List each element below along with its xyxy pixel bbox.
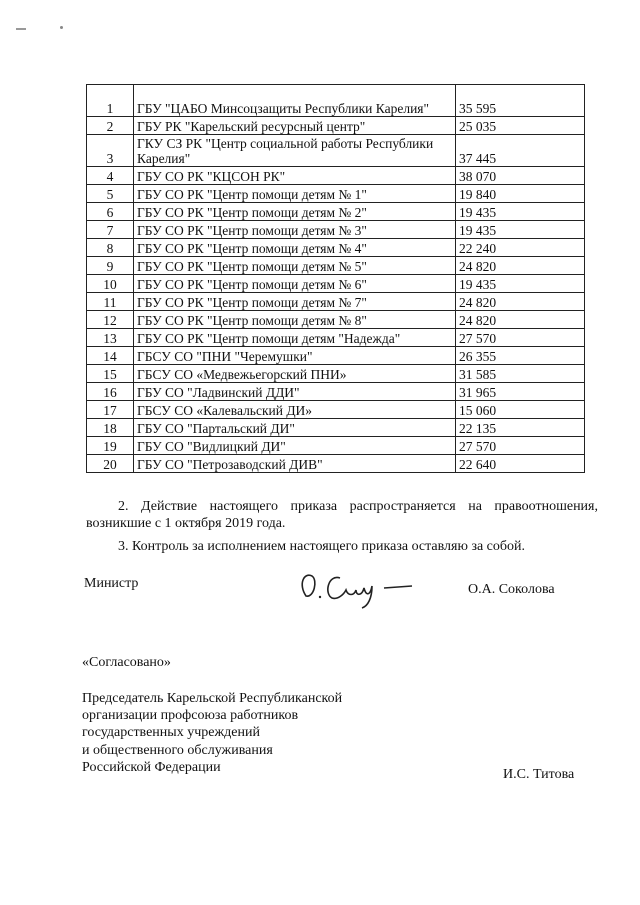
table-row bbox=[87, 135, 585, 167]
row-number: 17 bbox=[87, 401, 134, 419]
org-name: ГБУ СО РК "Центр помощи детям № 3" bbox=[134, 221, 456, 239]
table-row bbox=[87, 185, 585, 203]
row-number: 19 bbox=[87, 437, 134, 455]
org-name: ГБУ СО "Петрозаводский ДИВ" bbox=[134, 455, 456, 473]
row-number: 4 bbox=[87, 167, 134, 185]
row-number: 5 bbox=[87, 185, 134, 203]
org-name: ГБУ СО РК "КЦСОН РК" bbox=[134, 167, 456, 185]
amount-value: 25 035 bbox=[456, 117, 585, 135]
row-number: 1 bbox=[87, 85, 134, 117]
amount-value: 26 355 bbox=[456, 347, 585, 365]
row-number: 14 bbox=[87, 347, 134, 365]
org-name: ГКУ СЗ РК "Центр социальной работы Республики Карелия" bbox=[134, 135, 456, 167]
row-number: 20 bbox=[87, 455, 134, 473]
table-row bbox=[87, 419, 585, 437]
org-name: ГБУ СО "Партальский ДИ" bbox=[134, 419, 456, 437]
amount-value: 15 060 bbox=[456, 401, 585, 419]
org-name: ГБУ СО РК "Центр помощи детям № 1" bbox=[134, 185, 456, 203]
table-row bbox=[87, 311, 585, 329]
scan-dot bbox=[60, 26, 63, 29]
org-name: ГБСУ СО «Калевальский ДИ» bbox=[134, 401, 456, 419]
table-row bbox=[87, 329, 585, 347]
paragraph-3: 3. Контроль за исполнением настоящего приказа оставляю за собой. bbox=[118, 539, 526, 554]
amount-value: 24 820 bbox=[456, 257, 585, 275]
table-row bbox=[87, 293, 585, 311]
chairman-line: Председатель Карельской Республиканской bbox=[82, 691, 343, 706]
amount-value: 35 595 bbox=[456, 85, 585, 117]
table-row bbox=[87, 203, 585, 221]
chairman-line: организации профсоюза работников bbox=[82, 708, 299, 724]
row-number: 7 bbox=[87, 221, 134, 239]
chairman-line: Российской Федерации bbox=[82, 759, 221, 775]
minister-name: О.А. Соколова bbox=[468, 582, 555, 597]
chairman-name: И.С. Титова bbox=[503, 767, 575, 782]
table-row bbox=[87, 365, 585, 383]
amount-value: 24 820 bbox=[456, 293, 585, 311]
amount-value: 27 570 bbox=[456, 437, 585, 455]
table-row bbox=[87, 347, 585, 365]
amount-value: 31 585 bbox=[456, 365, 585, 383]
table-row bbox=[87, 221, 585, 239]
org-name: ГБУ СО РК "Центр помощи детям № 2" bbox=[134, 203, 456, 221]
table-row bbox=[87, 239, 585, 257]
org-name: ГБУ СО РК "Центр помощи детям № 6" bbox=[134, 275, 456, 293]
amount-value: 22 135 bbox=[456, 419, 585, 437]
approval-label: «Согласовано» bbox=[82, 655, 171, 670]
org-name: ГБУ СО РК "Центр помощи детям № 7" bbox=[134, 293, 456, 311]
minister-signature bbox=[296, 566, 416, 610]
row-number: 2 bbox=[87, 117, 134, 135]
amounts-table bbox=[86, 84, 585, 473]
amount-value: 38 070 bbox=[456, 167, 585, 185]
minister-title: Министр bbox=[84, 576, 139, 591]
org-name: ГБУ СО РК "Центр помощи детям № 4" bbox=[134, 239, 456, 257]
org-name: ГБУ СО "Ладвинский ДДИ" bbox=[134, 383, 456, 401]
table-row bbox=[87, 117, 585, 135]
row-number: 15 bbox=[87, 365, 134, 383]
org-name: ГБУ СО РК "Центр помощи детям № 5" bbox=[134, 257, 456, 275]
amounts-table-body bbox=[87, 85, 585, 473]
amount-value: 19 435 bbox=[456, 221, 585, 239]
org-name: ГБУ СО "Видлицкий ДИ" bbox=[134, 437, 456, 455]
amount-value: 22 240 bbox=[456, 239, 585, 257]
amount-value: 24 820 bbox=[456, 311, 585, 329]
row-number: 11 bbox=[87, 293, 134, 311]
row-number: 16 bbox=[87, 383, 134, 401]
row-number: 9 bbox=[87, 257, 134, 275]
row-number: 3 bbox=[87, 135, 134, 167]
row-number: 8 bbox=[87, 239, 134, 257]
table-row bbox=[87, 401, 585, 419]
org-name: ГБУ СО РК "Центр помощи детям № 8" bbox=[134, 311, 456, 329]
table-row bbox=[87, 455, 585, 473]
table-row bbox=[87, 383, 585, 401]
row-number: 6 bbox=[87, 203, 134, 221]
scan-mark bbox=[16, 28, 26, 30]
table-row bbox=[87, 257, 585, 275]
row-number: 12 bbox=[87, 311, 134, 329]
row-number: 13 bbox=[87, 329, 134, 347]
amount-value: 31 965 bbox=[456, 383, 585, 401]
paragraph-2: 2. Действие настоящего приказа распространяется на правоотношения, возникшие с 1 октября 2019 года. bbox=[86, 499, 598, 531]
row-number: 10 bbox=[87, 275, 134, 293]
row-number: 18 bbox=[87, 419, 134, 437]
amount-value: 22 640 bbox=[456, 455, 585, 473]
amount-value: 19 840 bbox=[456, 185, 585, 203]
chairman-line: и общественного обслуживания bbox=[82, 742, 273, 758]
org-name: ГБУ РК "Карельский ресурсный центр" bbox=[134, 117, 456, 135]
table-row bbox=[87, 437, 585, 455]
table-row bbox=[87, 167, 585, 185]
org-name: ГБСУ СО «Медвежьегорский ПНИ» bbox=[134, 365, 456, 383]
table-row bbox=[87, 275, 585, 293]
amount-value: 37 445 bbox=[456, 135, 585, 167]
chairman-line: государственных учреждений bbox=[82, 725, 260, 741]
org-name: ГБУ СО РК "Центр помощи детям "Надежда" bbox=[134, 329, 456, 347]
chairman-title bbox=[82, 690, 402, 776]
org-name: ГБСУ СО "ПНИ "Черемушки" bbox=[134, 347, 456, 365]
org-name: ГБУ "ЦАБО Минсоцзащиты Республики Карелия" bbox=[134, 85, 456, 117]
table-row bbox=[87, 85, 585, 117]
amount-value: 19 435 bbox=[456, 275, 585, 293]
amount-value: 27 570 bbox=[456, 329, 585, 347]
amount-value: 19 435 bbox=[456, 203, 585, 221]
